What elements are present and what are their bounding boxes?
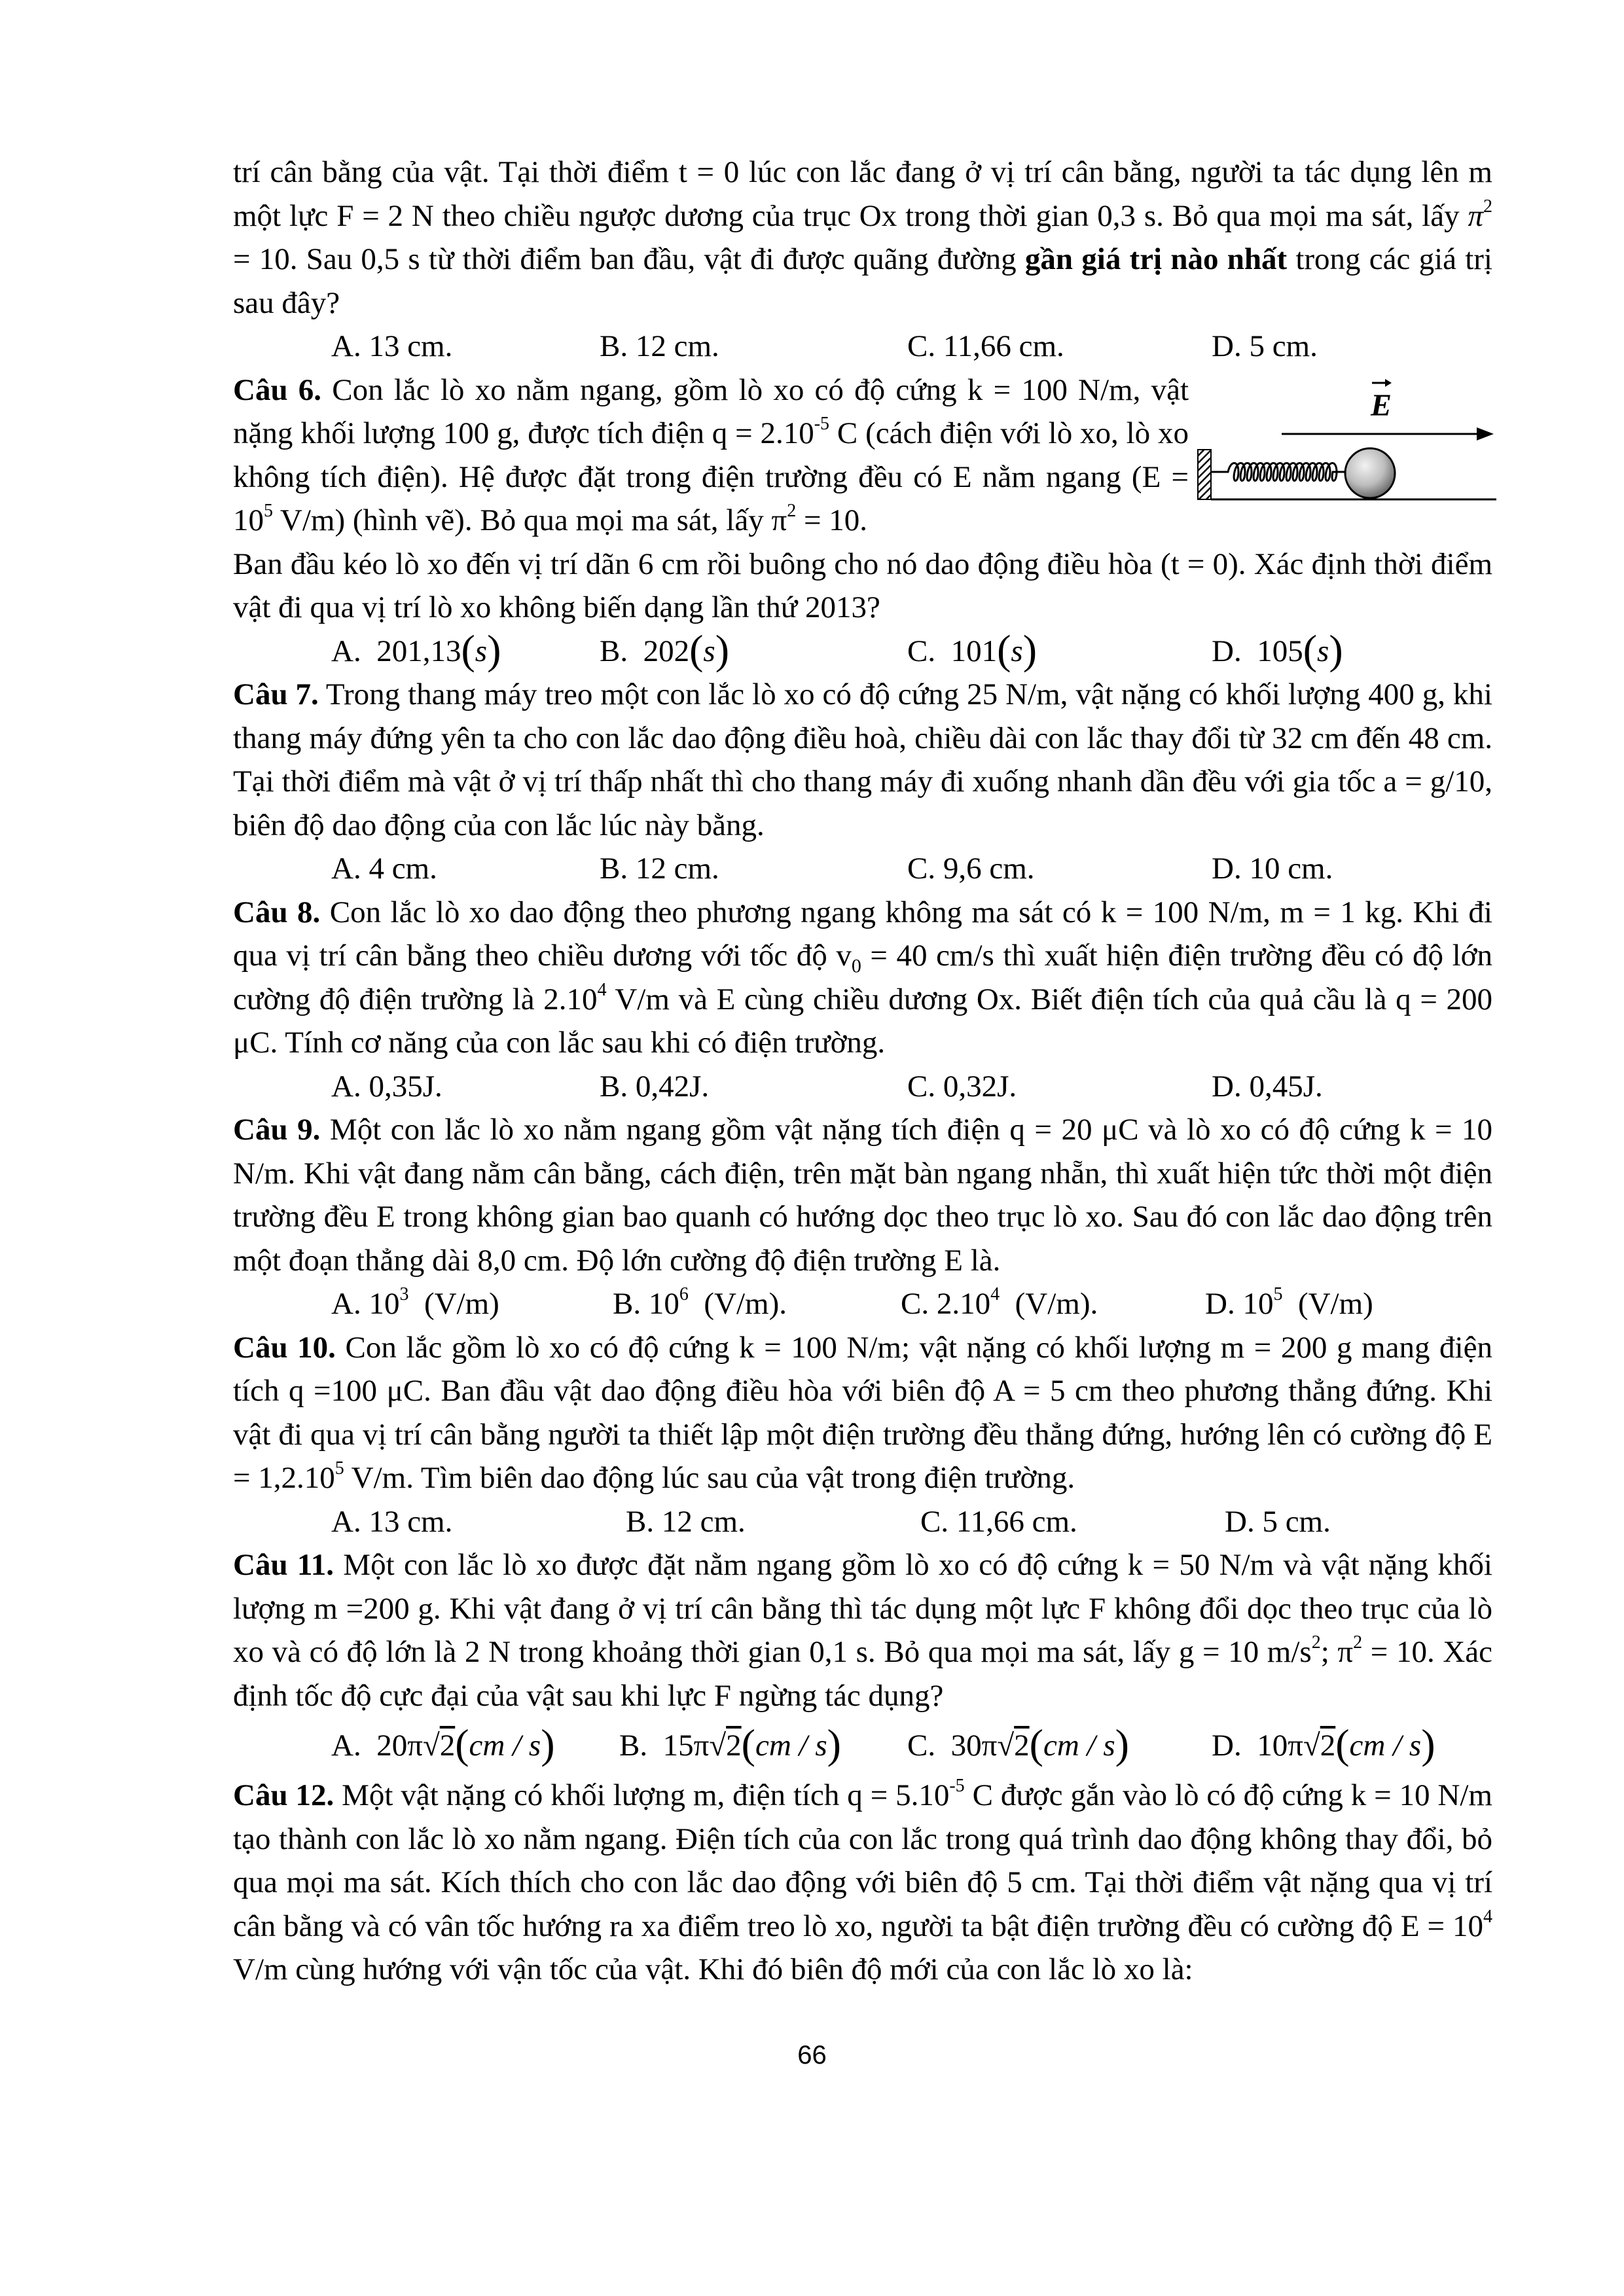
q10-text-a: Con lắc gồm lò xo có độ cứng k = 100 N/m; vật nặng có khối lượng m = 200 g mang điện tích q =100 μC. Ban đầu vật dao động điều hòa với biên độ A = 5 cm theo phương thẳng đứng. Khi vật đi qua vị trí cân bằng người ta thiết lập một điện trường đều thẳng đứng, hướng lên có cường độ E = 1,2.10: [233, 1330, 1492, 1495]
spring-coil: [1211, 463, 1347, 480]
q10-label: Câu 10.: [233, 1330, 336, 1365]
q10-options: [233, 1500, 1492, 1544]
question-9: [233, 1108, 1492, 1282]
q8-option-b: B. 0,42J.: [600, 1069, 710, 1103]
q6-label: Câu 6.: [233, 372, 322, 407]
intro-bold: gần giá trị nào nhất: [1024, 242, 1288, 276]
intro-text-3: trong các giá trị sau đây?: [233, 242, 1492, 320]
q9-option-b: B. $10^6$ (V/m).: [613, 1284, 787, 1321]
option-d: D. 5 cm.: [1212, 329, 1318, 363]
q11-option-b: B. 15π√2(cm / s): [619, 1721, 841, 1767]
q6-text-top: [233, 368, 1189, 543]
q6-text-b: C (cách điện với lò xo, lò xo không tích điện). Hệ được đặt trong điện trường đều có E nằm ngang (E = 10: [233, 416, 1189, 537]
question-12: [233, 1774, 1492, 1992]
intro-text-1: trí cân bằng của vật. Tại thời điểm t = 0 lúc con lắc đang ở vị trí cân bằng, người ta tác dụng lên m một lực F = 2 N theo chiều ngược dương của trục Ox trong thời gian 0,3 s. Bỏ qua mọi ma sát, lấy: [233, 155, 1492, 233]
q11-text-a: Một con lắc lò xo được đặt nằm ngang gồm lò xo có độ cứng k = 50 N/m và vật nặng khối lượng m =200 g. Khi vật đang ở vị trí cân bằng thì tác dụng một lực F không đổi dọc theo trục của lò xo và có độ lớn là 2 N trong khoảng thời gian 0,1 s. Bỏ qua mọi ma sát, lấy g = 10 m/s: [233, 1548, 1492, 1669]
q12-text-a: Một vật nặng có khối lượng m, điện tích q = 5.10: [334, 1778, 950, 1812]
q12-text-c: V/m cùng hướng với vận tốc của vật. Khi đó biên độ mới của con lắc lò xo là:: [233, 1952, 1193, 1986]
q12-exp-1: -5: [949, 1776, 965, 1797]
q10-text-b: V/m. Tìm biên dao động lúc sau của vật trong điện trường.: [344, 1461, 1075, 1495]
option-c: C. 11,66 cm.: [907, 329, 1064, 363]
q6-option-c: C. 101(s): [907, 626, 1038, 673]
q9-option-c: C. 2.10$^4$ (V/m).: [901, 1284, 1098, 1321]
q10-exp: 5: [334, 1458, 344, 1479]
option-b: B. 12 cm.: [600, 329, 719, 363]
q6-exp-3: 2: [787, 501, 797, 522]
q11-label: Câu 11.: [233, 1548, 334, 1582]
q11-options: [233, 1717, 1492, 1774]
q7-text: Trong thang máy treo một con lắc lò xo có độ cứng 25 N/m, vật nặng có khối lượng 400 g, khi thang máy đứng yên ta cho con lắc dao động điều hoà, chiều dài con lắc thay đổi từ 32 cm đến 48 cm. Tại thời điểm mà vật ở vị trí thấp nhất thì cho thang máy đi xuống nhanh dần đều với gia tốc a = g/10, biên độ dao động của con lắc lúc này bằng.: [233, 677, 1492, 842]
page-content: [233, 151, 1492, 1992]
q6-options: [233, 626, 1492, 673]
q8-option-c: C. 0,32J.: [907, 1069, 1017, 1103]
q12-label: Câu 12.: [233, 1778, 334, 1812]
q6-option-b: B. 202(s): [600, 626, 730, 673]
question-7: [233, 673, 1492, 847]
q6-text-bottom: Ban đầu kéo lò xo đến vị trí dãn 6 cm rồi buông cho nó dao động điều hòa (t = 0). Xác định thời điểm vật đi qua vị trí lò xo không biến dạng lần thứ 2013?: [233, 547, 1492, 624]
q8-option-a: A. 0,35J.: [331, 1069, 442, 1103]
intro-paragraph: trí cân bằng của vật. Tại thời điểm t = 0 lúc con lắc đang ở vị trí cân bằng, người ta tác dụng lên m một lực F = 2 N theo chiều ngược dương của trục Ox trong thời gian 0,3 s. Bỏ qua mọi ma sát, lấy $\pi^2 = 10$. Sau 0,5 s từ thời điểm ban đầu, vật đi được quãng đường gần giá trị nào nhất trong các giá trị sau đây?: [233, 155, 1492, 320]
q6-text-c: V/m) (hình vẽ). Bỏ qua mọi ma sát, lấy π: [273, 503, 787, 537]
question-10: [233, 1326, 1492, 1500]
intro-options: [233, 325, 1492, 368]
q7-label: Câu 7.: [233, 677, 319, 711]
question-11: [233, 1543, 1492, 1717]
q8-options: [233, 1065, 1492, 1109]
q8-text-b: = 40 cm/s thì xuất hiện điện trường đều có độ lớn cường độ điện trường là 2.10: [233, 939, 1492, 1016]
page-number: 66: [797, 2041, 827, 2070]
q10-option-c: C. 11,66 cm.: [920, 1504, 1077, 1539]
q7-option-d: D. 10 cm.: [1212, 852, 1333, 886]
intro-text-2: = 10. Sau 0,5 s từ thời điểm ban đầu, vật đi được quãng đường: [233, 242, 1025, 276]
q9-option-a: A. $10^3$ (V/m): [331, 1284, 499, 1321]
q7-option-b: B. 12 cm.: [600, 852, 719, 886]
q7-options: [233, 847, 1492, 891]
q8-text-a: Con lắc lò xo dao động theo phương ngang không ma sát có k = 100 N/m, m = 1 kg. Khi đi qua vị trí cân bằng theo chiều dương với tốc độ v: [233, 895, 1492, 973]
spring-field-diagram: [1195, 368, 1496, 512]
q6-option-a: A. 201,13(s): [331, 626, 501, 673]
field-arrow-head: [1477, 427, 1494, 440]
q6-text-a: Con lắc lò xo nằm ngang, gồm lò xo có độ cứng k = 100 N/m, vật nặng khối lượng 100 g, được tích điện q = 2.10: [233, 372, 1189, 450]
option-a: A. 13 cm.: [331, 329, 453, 363]
q10-option-b: B. 12 cm.: [626, 1504, 746, 1539]
q11-exp-1: 2: [1311, 1632, 1321, 1653]
q9-label: Câu 9.: [233, 1113, 321, 1147]
q8-option-d: D. 0,45J.: [1212, 1069, 1323, 1103]
question-8: [233, 891, 1492, 1065]
wall: [1198, 450, 1211, 499]
q10-option-a: A. 13 cm.: [331, 1504, 453, 1539]
q11-option-d: D. 10π√2(cm / s): [1212, 1721, 1435, 1767]
q11-option-a: A. 20π√2(cm / s): [331, 1721, 555, 1767]
q9-text: Một con lắc lò xo nằm ngang gồm vật nặng tích điện q = 20 μC và lò xo có độ cứng k = 10 N/m. Khi vật đang nằm cân bằng, cách điện, trên mặt bàn ngang nhẵn, thì xuất hiện tức thời một điện trường đều E trong không gian bao quanh có hướng dọc theo trục lò xo. Sau đó con lắc dao động trên một đoạn thẳng dài 8,0 cm. Độ lớn cường độ điện trường E là.: [233, 1113, 1492, 1278]
q6-text-d: = 10.: [796, 503, 867, 537]
q8-sub: 0: [851, 955, 861, 977]
q8-exp: 4: [597, 979, 607, 1000]
q7-option-c: C. 9,6 cm.: [907, 852, 1035, 886]
q12-exp-2: 4: [1483, 1906, 1492, 1927]
q11-option-c: C. 30π√2(cm / s): [907, 1721, 1129, 1767]
q6-exp-1: -5: [814, 414, 830, 435]
q10-option-d: D. 5 cm.: [1225, 1504, 1331, 1539]
q6-option-d: D. 105(s): [1212, 626, 1343, 673]
field-label-e: E: [1371, 387, 1392, 423]
q6-exp-2: 5: [264, 501, 273, 522]
q11-text-c: = 10. Xác định tốc độ cực đại của vật sau khi lực F ngừng tác dụng?: [233, 1635, 1493, 1713]
q7-option-a: A. 4 cm.: [331, 852, 437, 886]
q12-text-b: C được gắn vào lò có độ cứng k = 10 N/m tạo thành con lắc lò xo nằm ngang. Điện tích của con lắc trong quá trình dao động không thay đổi, bỏ qua mọi ma sát. Kích thích cho con lắc dao động với biên độ 5 cm. Tại thời điểm vật nặng qua vị trí cân bằng và có vân tốc hướng ra xa điểm treo lò xo, người ta bật điện trường đều có cường độ E = 10: [233, 1778, 1492, 1943]
q8-text-c: V/m và E cùng chiều dương Ox. Biết điện tích của quả cầu là q = 200 μC. Tính cơ năng của con lắc sau khi có điện trường.: [233, 982, 1492, 1060]
q9-option-d: D. $10^5$ (V/m): [1205, 1284, 1373, 1321]
intro-pi: π: [1468, 198, 1483, 233]
ball: [1345, 448, 1395, 498]
question-6: [233, 368, 1492, 673]
q11-text-b: ; π: [1320, 1635, 1354, 1669]
q8-label: Câu 8.: [233, 895, 321, 929]
q9-options: [233, 1282, 1492, 1326]
q11-exp-2: 2: [1353, 1632, 1363, 1653]
